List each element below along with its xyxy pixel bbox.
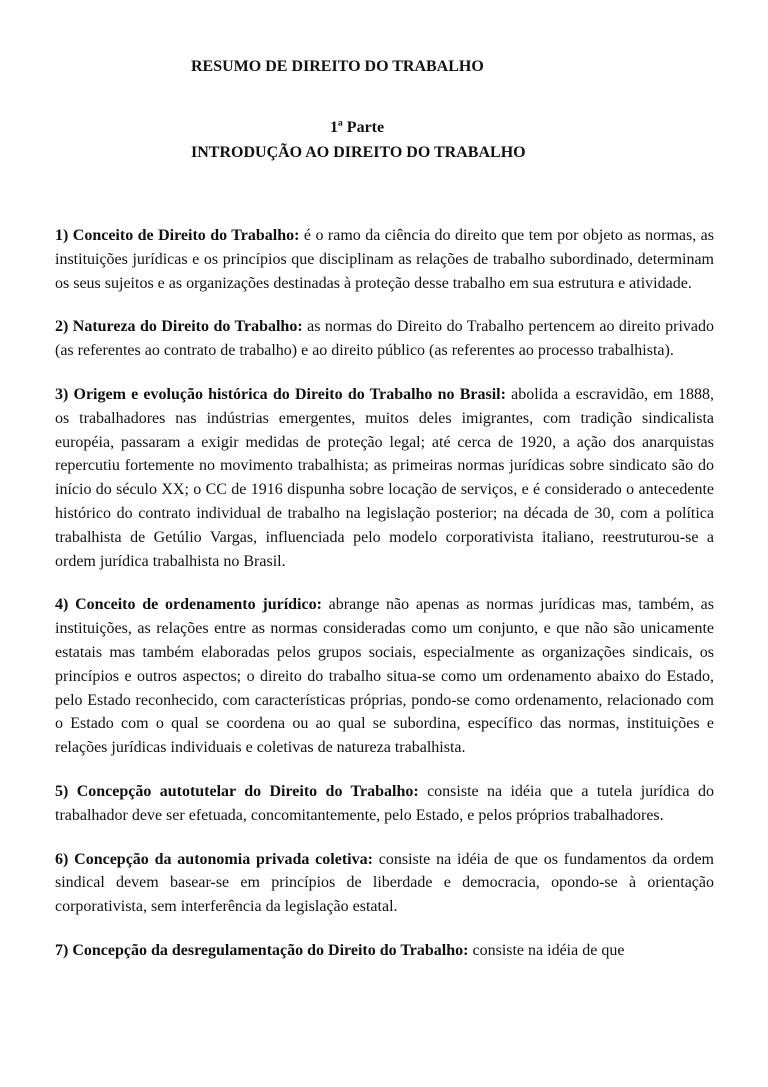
section-desregulamentacao (55, 939, 714, 963)
sections-list (55, 224, 714, 983)
section-body: abrange não apenas as normas jurídicas mas, também, as instituições, as relações entre as normas consideradas como um conjunto, e que não são unicamente estatais mas também elaboradas pelos grupos sociais, especialmente as organizações sindicais, os princípios e outros aspectos; o direito do trabalho situa-se como um ordenamento abaixo do Estado, pelo Estado reconhecido, com características próprias, pondo-se como ordenamento, relacionado com o Estado com o qual se coordena ou ao qual se subordina, específico das normas, instituições e relações jurídicas individuais e coletivas de natureza trabalhista. (55, 596, 715, 757)
section-body: abolida a escravidão, em 1888, os trabalhadores nas indústrias emergentes, muitos deles imigrantes, com tradição sindicalista européia, passaram a exigir medidas de proteção legal; até cerca de 1920, a ação dos anarquistas repercutiu fortemente no movimento trabalhista; as primeiras normas jurídicas sobre sindicato são do início do século XX; o CC de 1916 dispunha sobre locação de serviços, e é considerado o antecedente histórico do contrato individual de trabalho na legislação posterior; na década de 30, com a política trabalhista de Getúlio Vargas, influenciada pelo modelo corporativista italiano, reestruturou-se a ordem jurídica trabalhista no Brasil. (55, 385, 714, 570)
section-body: as normas do Direito do Trabalho pertencem ao direito privado (as referentes ao contrato de trabalho) e ao direito público (as referentes ao processo trabalhista). (55, 318, 715, 360)
section-autonomia-privada-coletiva (55, 848, 714, 919)
section-heading: 1) Conceito de Direito do Trabalho: (55, 227, 300, 244)
document-title: RESUMO DE DIREITO DO TRABALHO (191, 58, 484, 75)
section-conceito-direito-trabalho (55, 224, 714, 295)
part-title: INTRODUÇÃO AO DIREITO DO TRABALHO (191, 144, 526, 161)
section-heading: 5) Concepção autotutelar do Direito do Trabalho: (55, 782, 419, 800)
section-ordenamento-juridico (55, 593, 714, 760)
section-body: é o ramo da ciência do direito que tem por objeto as normas, as instituições jurídicas e os princípios que disciplinam as relações de trabalho subordinado, determinam os seus sujeitos e as organizações destinadas à proteção desse trabalho em sua estrutura e atividade. (55, 227, 715, 292)
section-origem-evolucao-historica (55, 383, 714, 573)
section-body: consiste na idéia de que os fundamentos da ordem sindical devem basear-se em princípios de liberdade e democracia, opondo-se à orientação corporativista, sem interferência da legislação estatal. (55, 850, 715, 916)
section-natureza-direito-trabalho (55, 315, 714, 363)
section-body: consiste na idéia de que (472, 941, 625, 959)
section-heading: 7) Concepção da desregulamentação do Direito do Trabalho: (55, 941, 469, 959)
section-heading: 4) Conceito de ordenamento jurídico: (55, 596, 322, 614)
section-heading: 3) Origem e evolução histórica do Direito do Trabalho no Brasil: (55, 385, 506, 403)
section-heading: 2) Natureza do Direito do Trabalho: (55, 318, 303, 336)
section-body: consiste na idéia que a tutela jurídica do trabalhador deve ser efetuada, concomitantemente, pelo Estado, e pelos próprios trabalhadores. (55, 782, 714, 824)
part-label: 1ª Parte (330, 119, 385, 136)
section-heading: 6) Concepção da autonomia privada coletiva: (55, 850, 373, 868)
section-concepcao-autotutelar (55, 780, 714, 828)
